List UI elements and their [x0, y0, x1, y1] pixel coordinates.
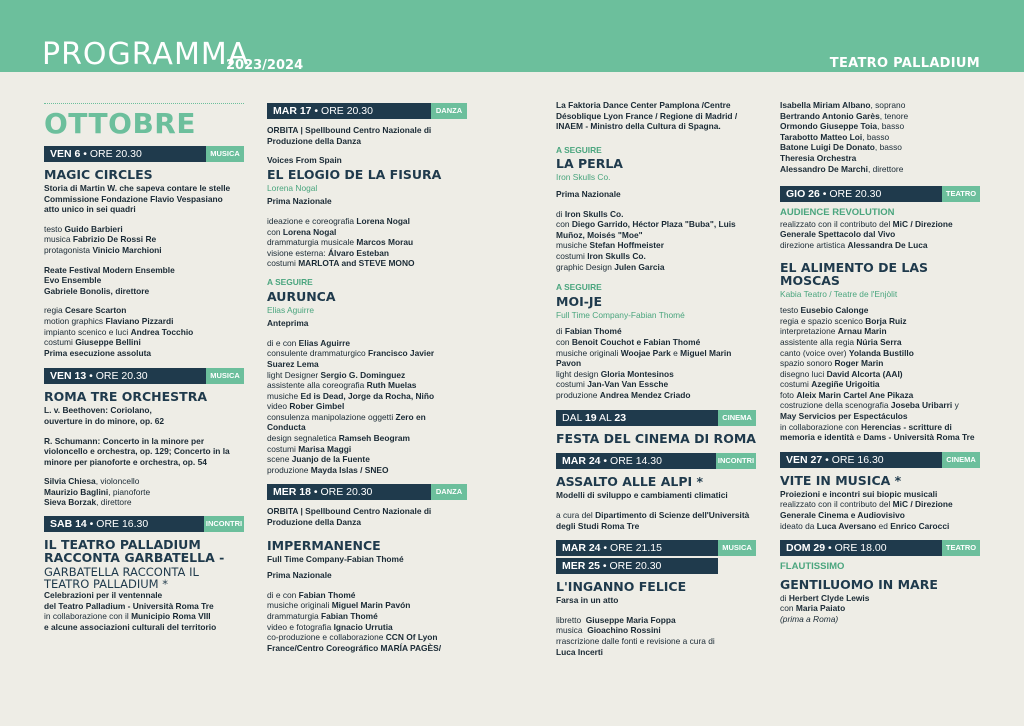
event-date-bar: SAB 14 • ORE 16.30 INCONTRI — [44, 516, 244, 532]
event-date-bar: VEN 6 • ORE 20.30 MUSICA — [44, 146, 244, 162]
program-title: PROGRAMMA — [42, 37, 250, 72]
event-title: EL ALIMENTO DE LAS MOSCAS — [780, 259, 928, 288]
event-date-bar: MAR 24 • ORE 14.30 INCONTRI — [556, 453, 756, 469]
event-title: L'INGANNO FELICE — [556, 579, 687, 595]
event-date-bar: DAL 19 AL 23 CINEMA — [556, 410, 756, 426]
event-title: AURUNCA — [267, 288, 336, 304]
column-1: OTTOBRE VEN 6 • ORE 20.30 MUSICA MAGIC CIRCLES Storia di Martin W. che sapeva contare le stelle Commissione Fondazione Flavio Vespasiano atto unico in sei quadri testo Guido Barbieri musica Fabrizio De Rossi Re protagonista Vinicio Marchioni Reate Festival Modern Ensemble Evo Ensemble Gabriele Bonolis, direttore regia Cesare Scarton motion graphics Flaviano Pizzardi impianto scenico e luci Andrea Tocchio costumi Giuseppe Bellini Prima esecuzione assoluta VEN 13 • ORE 20.30 MUSICA ROMA TRE ORCHESTRA L. v. Beethoven: Coriolano, ouverture in do minore, op. 62 R. Schumann: Concerto in la minore per violoncello e orchestra, op. 129; Concerto in la minore per pianoforte e orchestra, op. 54 Silvia Chiesa, violoncello Maurizio Baglini, pianoforte Sieva Borzak, direttore SAB 14 • ORE 16.30 INCONTRI IL TEATRO PALLADIUM RACCONTA GARBATELLA - GARBATELLA RACCONTA IL TEATRO PALLADIUM * Celebrazioni per il ventennale del Teatro Palladium - Università Roma Tre in collaborazione con il Municipio Roma VIII e alcune associazioni culturali del territorio — [44, 100, 244, 632]
event-title: VITE IN MUSICA * — [780, 472, 902, 488]
event-date-bar: MER 25 • ORE 20.30 — [556, 558, 718, 574]
event-title: IL TEATRO PALLADIUM RACCONTA GARBATELLA - — [44, 537, 225, 566]
column-3: La Faktoria Dance Center Pamplona /Centre Désoblique Lyon France / Regione di Madrid / INAEM - Ministro della Cultura di Spagna. A SEGUIRE LA PERLA Iron Skulls Co. Prima Nazionale di Iron Skulls Co. con Diego Garrido, Héctor Plaza "Buba", Luis Muñoz, Moisés "Moe" musiche Stefan Hoffmeister costumi Iron Skulls Co. graphic Design Julen Garcia A SEGUIRE MOI-JE Full Time Company-Fabian Thomé di Fabian Thomé con Benoit Couchot e Fabian Thomé musiche originali Woojae Park e Miguel Marin Pavon light design Gloria Montesinos costumi Jan-Van Van Essche produzione Andrea Mendez Criado DAL 19 AL 23 CINEMA FESTA DEL CINEMA DI ROMA MAR 24 • ORE 14.30 INCONTRI ASSALTO ALLE ALPI * Modelli di sviluppo e cambiamenti climatici a cura del Dipartimento di Scienze dell'Università degli Studi Roma Tre MAR 24 • ORE 21.15 MUSICA MER 25 • ORE 20.30 L'INGANNO FELICE Farsa in un atto libretto Giuseppe Maria Foppa musica Gioachino Rossini rrascrizione dalle fonti e revisione a cura di Luca Incerti — [556, 100, 756, 657]
event-title: GENTILUOMO IN MARE — [780, 576, 938, 592]
event-date-bar: GIO 26 • ORE 20.30 TEATRO — [780, 186, 980, 202]
program-year: 2023/2024 — [226, 58, 304, 73]
theatre-name: TEATRO PALLADIUM — [829, 56, 980, 71]
month-title: OTTOBRE — [44, 107, 196, 140]
column-2: MAR 17 • ORE 20.30 DANZA ORBITA | Spellbound Centro Nazionale di Produzione della Danza Voices From Spain EL ELOGIO DE LA FISURA Lorena Nogal Prima Nazionale ideazione e coreografia Lorena Nogal con Lorena Nogal drammaturgia musicale Marcos Morau visione esterna: Álvaro Esteban costumi MARLOTA and STEVE MONO A SEGUIRE AURUNCA Elias Aguirre Anteprima di e con Elias Aguirre consulente drammaturgico Francisco Javier Suarez Lema light Designer Sergio G. Dominguez assistente alla coreografia Ruth Muelas musiche Ed is Dead, Jorge da Rocha, Niño video Rober Gimbel consulenza manipolazione oggetti Zero en Conducta design segnaletica Ramseh Beogram costumi Marisa Maggi scene Juanjo de la Fuente produzione Mayda Islas / SNEO MER 18 • ORE 20.30 DANZA ORBITA | Spellbound Centro Nazionale di Produzione della Danza IMPERMANENCE Full Time Company-Fabian Thomé Prima Nazionale di e con Fabian Thomé musiche originali Miguel Marin Pavón drammaturgia Fabian Thomé video e fotografia Ignacio Urrutia co-produzione e collaborazione CCN Of Lyon France/Centro Coreográfico MARÍA PAGÈS/ — [267, 100, 467, 653]
divider — [44, 103, 244, 104]
event-subtitle: GARBATELLA RACCONTA IL TEATRO PALLADIUM * — [44, 565, 199, 592]
event-date-bar: VEN 13 • ORE 20.30 MUSICA — [44, 368, 244, 384]
event-date-bar: VEN 27 • ORE 16.30 CINEMA — [780, 452, 980, 468]
event-title: MAGIC CIRCLES — [44, 167, 153, 182]
event-title: IMPERMANENCE — [267, 537, 381, 553]
event-title: EL ELOGIO DE LA FISURA — [267, 166, 442, 182]
event-title: FESTA DEL CINEMA DI ROMA — [556, 431, 756, 447]
column-4: Isabella Miriam Albano, soprano Bertrando Antonio Garès, tenore Ormondo Giuseppe Toia, basso Tarabotto Matteo Loi, basso Batone Luigi De Donato, basso Theresia Orchestra Alessandro De Marchi, direttore GIO 26 • ORE 20.30 TEATRO AUDIENCE REVOLUTION realizzato con il contributo del MiC / Direzione Generale Spettacolo dal Vivo direzione artistica Alessandra De Luca EL ALIMENTO DE LAS MOSCAS Kabia Teatro / Teatre de l'Enjòlit testo Eusebio Calonge regia e spazio scenico Borja Ruiz interpretazione Arnau Marin assistente alla regia Núria Serra canto (voice over) Yolanda Bustillo spazio sonoro Roger Marin disegno luci David Alcorta (AAI) costumi Azegiñe Urigoitia foto Aleix Marin Cartel Ane Pikaza costruzione della scenografia Joseba Uribarri y May Servicios per Espectáculos in collaborazione con Herencias - scritture di memoria e identità e Dams - Università Roma Tre VEN 27 • ORE 16.30 CINEMA VITE IN MUSICA * Proiezioni e incontri sui biopic musicali realizzato con il contributo del MiC / Direzione Generale Cinema e Audiovisivo ideato da Luca Aversano ed Enrico Carocci DOM 29 • ORE 18.00 TEATRO FLAUTISSIMO GENTILUOMO IN MARE di Herbert Clyde Lewis con Maria Paiato (prima a Roma) — [780, 100, 980, 625]
event-title: LA PERLA — [556, 156, 623, 172]
event-date-bar: MAR 24 • ORE 21.15 MUSICA — [556, 540, 756, 556]
event-date-bar: DOM 29 • ORE 18.00 TEATRO — [780, 540, 980, 556]
event-title: ROMA TRE ORCHESTRA — [44, 389, 208, 405]
event-title: MOI-JE — [556, 293, 603, 309]
event-date-bar: MER 18 • ORE 20.30 DANZA — [267, 484, 467, 500]
event-date-bar: MAR 17 • ORE 20.30 DANZA — [267, 103, 467, 119]
event-title: ASSALTO ALLE ALPI * — [556, 474, 704, 490]
